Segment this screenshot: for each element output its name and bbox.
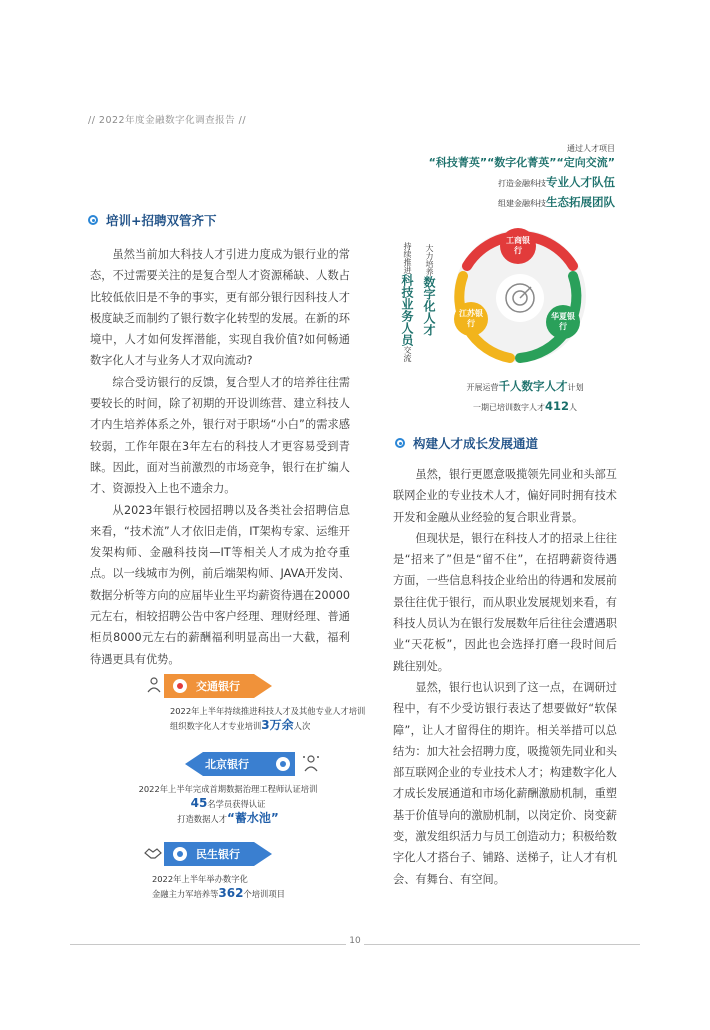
paragraph: 虽然，银行更愿意吸揽领先同业和头部互联网企业的专业技术人才，偏好同时拥有技术开发和金融从业经验的复合职业背景。 (393, 468, 617, 524)
bullet-circle-icon (88, 215, 98, 225)
target-dot-icon (172, 678, 188, 694)
person-network-icon (302, 754, 320, 772)
desc-line: 打造数据人才“蓄水池” (177, 811, 279, 825)
bullet-circle-icon (395, 438, 405, 448)
bank-cmbc-desc (152, 872, 352, 901)
handshake-icon (144, 845, 162, 861)
infographic-bottom-text (440, 378, 610, 413)
info-line: 通过人才项目 (567, 144, 615, 153)
report-header: // 2022年度金融数字化调查报告 // (88, 115, 247, 126)
section-title-text: 培训+招聘双管齐下 (106, 213, 217, 228)
info-line: “科技菁英”“数字化菁英”“定向交流” (428, 156, 615, 169)
info-line: 打造金融科技专业人才队伍 (498, 175, 615, 189)
target-dot-icon (275, 756, 291, 772)
desc-line: 45名学员获得认证 (190, 796, 266, 810)
section-title-text: 构建人才成长发展通道 (413, 436, 539, 451)
vertical-label-1: 持续推进科技业务人员交流 (400, 242, 414, 362)
left-text-block (90, 244, 350, 670)
section-title-growth (395, 434, 538, 452)
desc-line: 2022年上半年完成首期数据治理工程师认证培训 (138, 784, 318, 794)
bank-name: 北京银行 (205, 758, 249, 771)
node-hxb: 华夏银行 (546, 305, 580, 339)
vertical-label-2: 大力培养数字化人才 (422, 244, 436, 336)
bank-cmbc-banner (150, 840, 274, 868)
bank-bocom-desc (170, 704, 370, 733)
bank-bob-banner (185, 750, 325, 778)
paragraph: 显然，银行也认识到了这一点，在调研过程中，有不少受访银行表达了想要做好“软保障”，让人才留得住的期许。相关举措可以总结为：加大社会招聘力度，吸揽领先同业和头部互联网企业的专业技术人才；构建数字化人才成长发展通道和市场化薪酬激励机制，重塑基于价值导向的激励机制，以岗定价、岗变薪变，激发组织活力与员工创造动力；积极给数字化人才搭台子、铺路、送梯子，让人才有机会、有舞台、有空间。 (393, 680, 617, 886)
desc-line: 组织数字化人才专业培训3万余人次 (170, 718, 311, 732)
node-jsbc: 江苏银行 (454, 302, 488, 336)
bank-bocom-banner (150, 672, 274, 700)
bank-bob-desc (118, 782, 338, 826)
page-number: 10 (346, 936, 364, 946)
bank-name: 民生银行 (196, 848, 240, 861)
people-icon (146, 676, 162, 694)
infographic-top-text (400, 143, 615, 210)
right-text-block (393, 464, 617, 890)
desc-line: 2022年上半年举办数字化 (152, 874, 248, 884)
info-line: 组建金融科技生态拓展团队 (498, 195, 615, 209)
bank-name: 交通银行 (196, 680, 240, 693)
node-icbc: 工商银行 (500, 228, 536, 264)
paragraph: 从2023年银行校园招聘以及各类社会招聘信息来看，“技术流”人才依旧走俏，IT架构专家、运维开发架构师、金融科技岗—IT等相关人才成为抢夺重点。以一线城市为例，前后端架构师、JAVA开发岗、数据分析等方向的应届毕业生平均薪资待遇在20000元左右，相较招聘公告中客户经理、理财经理、普通柜员8000元左右的薪酬福利明显高出一大截，福利待遇更具有优势。 (90, 503, 350, 666)
paragraph: 虽然当前加大科技人才引进力度成为银行业的常态，不过需要关注的是复合型人才资源稀缺、人数占比较低依旧是不争的事实，更有部分银行因科技人才极度缺乏而制约了银行数字化转型的发展。在新的环境中，人才如何发挥潜能，实现自我价值?如何畅通数字化人才与业务人才双向流动? (90, 248, 350, 368)
paragraph: 综合受访银行的反馈，复合型人才的培养往往需要较长的时间，除了初期的开设训练营、建立科技人才内生培养体系之外，银行对于职场“小白”的需求感较弱，工作年限在3年左右的科技人才更容易受到青睐。因此，面对当前激烈的市场竞争，银行在扩编人才、资源投入上也不遗余力。 (90, 375, 350, 496)
desc-line: 2022年上半年持续推进科技人才及其他专业人才培训 (170, 706, 366, 716)
info-line: 开展运营千人数字人才计划 (466, 379, 584, 393)
desc-line: 金融主力军培养等362个培训项目 (152, 886, 285, 900)
target-dot-icon (172, 846, 188, 862)
section-title-training (88, 211, 216, 229)
info-line: 一期已培训数字人才412人 (472, 399, 577, 413)
paragraph: 但现状是，银行在科技人才的招录上往往是“招来了”但是“留不住”，在招聘薪资待遇方面，一些信息科技企业给出的待遇和发展前景往往优于银行，而从职业发展规划来看，有科技人员认为在银行发展数年后往往会遭遇职业“天花板”，因此也会选择打磨一段时间后跳往别处。 (393, 531, 617, 673)
